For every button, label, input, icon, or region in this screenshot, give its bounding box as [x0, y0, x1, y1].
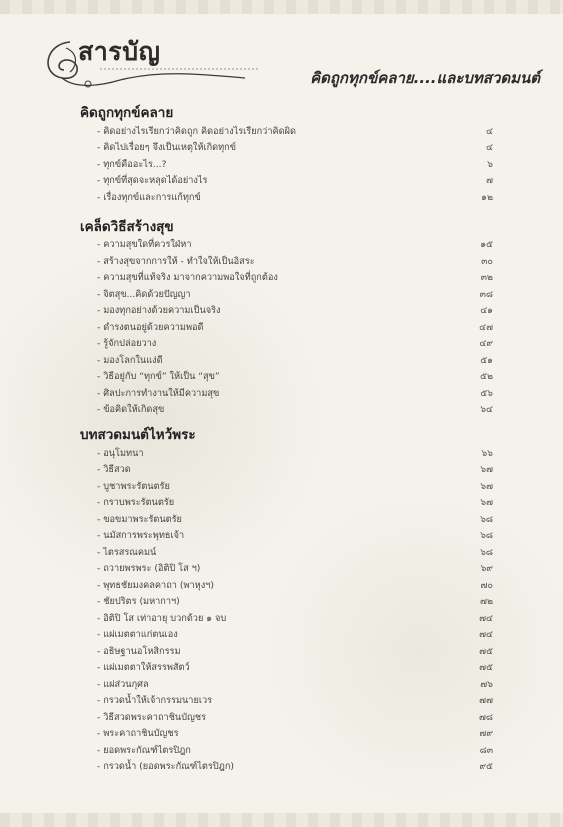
toc-entry[interactable] — [80, 594, 493, 611]
entry-page: ๗ — [486, 175, 493, 187]
toc-entry[interactable] — [80, 676, 493, 693]
entry-label: - อิติปิ โส เท่าอายุ บวกด้วย ๑ จบ — [97, 612, 227, 624]
entry-page: ๖๗ — [480, 497, 493, 509]
toc-entry[interactable] — [80, 369, 493, 386]
entry-page: ๙๕ — [479, 761, 493, 773]
entry-page: ๗๗ — [479, 695, 493, 707]
entry-page: ๑๒ — [481, 191, 493, 203]
toc-entry[interactable] — [80, 156, 493, 173]
entry-page: ๖ — [487, 158, 493, 170]
entry-label: - บูชาพระรัตนตรัย — [97, 480, 170, 492]
entry-page: ๘๓ — [479, 744, 493, 756]
toc-entry[interactable] — [80, 627, 493, 644]
entry-label: - วิธีสวดพระคาถาชินบัญชร — [97, 711, 207, 723]
toc-section — [80, 104, 493, 206]
toc-section — [80, 218, 493, 419]
page-subtitle: คิดถูกทุกข์คลาย....และบทสวดมนต์ — [310, 69, 540, 87]
entry-page: ๗๘ — [479, 711, 493, 723]
entry-label: - คิดอย่างไรเรียกว่าคิดถูก คิดอย่างไรเรียกว่าคิดผิด — [97, 125, 296, 137]
entry-label: - ขอขมาพระรัตนตรัย — [97, 513, 182, 525]
entry-page: ๗๕ — [479, 645, 493, 657]
entry-label: - ไตรสรณคมน์ — [97, 546, 157, 558]
toc-entry[interactable] — [80, 709, 493, 726]
entry-page: ๗๐ — [480, 579, 493, 591]
entry-page: ๕๑ — [480, 354, 493, 366]
entry-page: ๓๘ — [479, 288, 493, 300]
toc-entry[interactable] — [80, 286, 493, 303]
table-of-contents — [80, 104, 493, 775]
bottom-decorative-border — [0, 813, 563, 827]
top-decorative-border — [0, 0, 563, 14]
toc-entry[interactable] — [80, 726, 493, 743]
entry-page: ๔ — [486, 142, 493, 154]
entry-page: ๗๔ — [479, 629, 493, 641]
entry-label: - นมัสการพระพุทธเจ้า — [97, 530, 185, 542]
entry-page: ๗๖ — [480, 678, 493, 690]
entry-label: - ยอดพระกัณฑ์ไตรปิฎก — [97, 744, 191, 756]
toc-entry[interactable] — [80, 561, 493, 578]
entry-page: ๗๕ — [479, 662, 493, 674]
toc-entry[interactable] — [80, 495, 493, 512]
toc-entry[interactable] — [80, 643, 493, 660]
entry-page: ๖๖ — [481, 447, 493, 459]
entry-label: - จิตสุข...คิดด้วยปัญญา — [97, 288, 191, 300]
entry-page: ๔๗ — [479, 321, 493, 333]
entry-label: - มองทุกอย่างด้วยความเป็นจริง — [97, 305, 221, 317]
toc-entry[interactable] — [80, 336, 493, 353]
entry-label: - ดำรงตนอยู่ด้วยความพอดี — [97, 321, 204, 333]
toc-entry[interactable] — [80, 402, 493, 419]
entry-label: - พระคาถาชินบัญชร — [97, 728, 179, 740]
entry-page: ๔ — [486, 125, 493, 137]
entry-page: ๔๙ — [479, 338, 493, 350]
entry-page: ๖๘ — [480, 546, 493, 558]
entry-label: - วิธีอยู่กับ “ทุกข์” ให้เป็น “สุข” — [97, 371, 220, 383]
page-header — [40, 28, 540, 98]
entry-label: - ชัยปริตร (มหากาฯ) — [97, 596, 180, 608]
toc-section — [80, 426, 493, 775]
toc-entry[interactable] — [80, 303, 493, 320]
entry-label: - แผ่เมตตาแก่ตนเอง — [97, 629, 178, 641]
entry-label: - ข้อคิดให้เกิดสุข — [97, 404, 165, 416]
entry-label: - สร้างสุขจากการให้ - ทำใจให้เป็นอิสระ — [97, 255, 255, 267]
entry-label: - แผ่ส่วนกุศล — [97, 678, 149, 690]
entry-label: - ถวายพรพระ (อิติปิ โส ฯ) — [97, 563, 201, 575]
toc-entry[interactable] — [80, 742, 493, 759]
section-title: เคล็ดวิธีสร้างสุข — [80, 218, 174, 235]
entry-label: - เรื่องทุกข์และการแก้ทุกข์ — [97, 191, 201, 203]
toc-entry[interactable] — [80, 352, 493, 369]
entry-page: ๓๐ — [481, 255, 493, 267]
entry-label: - พุทธชัยมงคลคาถา (พาหุงฯ) — [97, 579, 214, 591]
section-title: คิดถูกทุกข์คลาย — [80, 105, 174, 121]
toc-entry[interactable] — [80, 660, 493, 677]
toc-entry[interactable] — [80, 237, 493, 254]
toc-entry[interactable] — [80, 385, 493, 402]
toc-entry[interactable] — [80, 140, 493, 157]
entry-label: - ทุกข์ที่สุดจะหลุดได้อย่างไร — [97, 175, 208, 187]
entry-label: - ความสุขใดที่ควรใฝ่หา — [97, 239, 192, 251]
entry-label: - อธิษฐานอโหสิกรรม — [97, 645, 181, 657]
toc-entry[interactable] — [80, 253, 493, 270]
entry-label: - ความสุขที่แท้จริง มาจากความพอใจที่ถูกต้อง — [97, 272, 278, 284]
entry-page: ๖๔ — [480, 404, 493, 416]
page-title: สารบัญ — [78, 37, 161, 66]
toc-entry[interactable] — [80, 189, 493, 206]
toc-entry[interactable] — [80, 544, 493, 561]
entry-label: - มองโลกในแง่ดี — [97, 354, 163, 366]
entry-page: ๖๗ — [480, 464, 493, 476]
entry-page: ๗๒ — [480, 596, 493, 608]
entry-label: - วิธีสวด — [97, 464, 131, 476]
entry-label: - กรวดน้ำให้เจ้ากรรมนายเวร — [97, 695, 213, 707]
entry-label: - กราบพระรัตนตรัย — [97, 497, 175, 509]
toc-entry[interactable] — [80, 610, 493, 627]
entry-page: ๔๑ — [480, 305, 493, 317]
entry-label: - ทุกข์คืออะไร...? — [97, 158, 167, 170]
toc-entry[interactable] — [80, 759, 493, 776]
section-title: บทสวดมนต์ไหว้พระ — [80, 427, 196, 443]
entry-label: - แผ่เมตตาให้สรรพสัตว์ — [97, 662, 190, 674]
entry-label: - กรวดน้ำ (ยอดพระกัณฑ์ไตรปิฎก) — [97, 761, 234, 773]
toc-entry[interactable] — [80, 577, 493, 594]
toc-entry[interactable] — [80, 693, 493, 710]
entry-page: ๗๙ — [479, 728, 493, 740]
entry-page: ๖๘ — [480, 530, 493, 542]
toc-entry[interactable] — [80, 511, 493, 528]
toc-entry[interactable] — [80, 173, 493, 190]
toc-entry[interactable] — [80, 462, 493, 479]
entry-label: - ศิลปะการทำงานให้มีความสุข — [97, 387, 220, 399]
entry-page: ๕๖ — [480, 387, 493, 399]
entry-label: - รู้จักปล่อยวาง — [97, 338, 157, 350]
toc-entry[interactable] — [80, 478, 493, 495]
toc-entry[interactable] — [80, 123, 493, 140]
entry-page: ๗๔ — [479, 612, 493, 624]
toc-entry[interactable] — [80, 270, 493, 287]
entry-page: ๓๒ — [480, 272, 493, 284]
toc-entry[interactable] — [80, 528, 493, 545]
entry-page: ๖๗ — [480, 480, 493, 492]
toc-entry[interactable] — [80, 445, 493, 462]
entry-label: - อนุโมทนา — [97, 447, 144, 459]
entry-page: ๑๕ — [480, 239, 493, 251]
entry-page: ๕๒ — [479, 371, 493, 383]
toc-entry[interactable] — [80, 319, 493, 336]
entry-label: - คิดไปเรื่อยๆ จึงเป็นเหตุให้เกิดทุกข์ — [97, 142, 237, 154]
entry-page: ๖๙ — [480, 563, 493, 575]
entry-page: ๖๘ — [480, 513, 493, 525]
